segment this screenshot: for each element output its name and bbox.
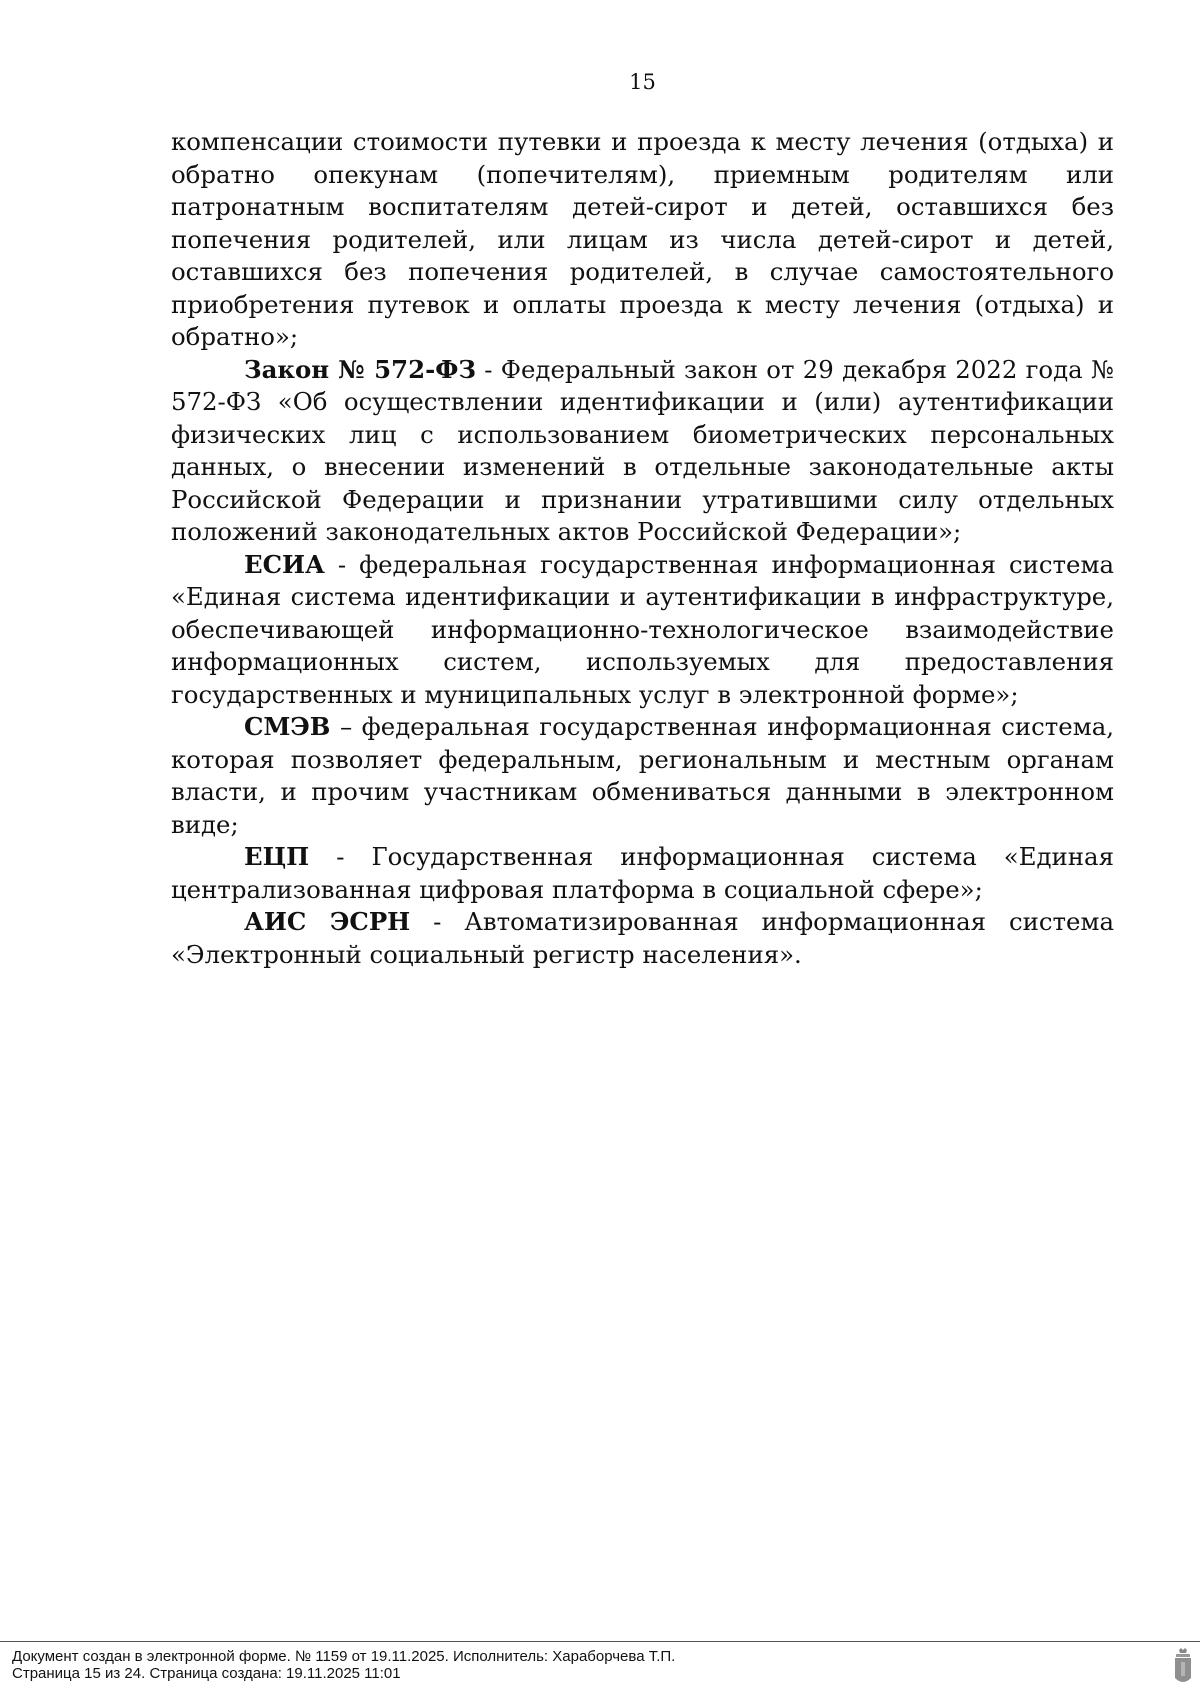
paragraph-continuation — [171, 126, 1114, 354]
footer-divider — [0, 1641, 1200, 1642]
definition-ecp — [171, 841, 1114, 906]
definition-text: - Государственная информационная система «Единая централизованная цифровая платформа в социальной сфере»; — [171, 842, 1114, 904]
definition-law-572 — [171, 354, 1114, 549]
footer — [12, 1648, 675, 1682]
definition-ais-esrn — [171, 906, 1114, 971]
definition-term: ЕЦП — [244, 842, 310, 871]
footer-page-info: Страница 15 из 24. Страница создана: 19.11.2025 11:01 — [12, 1665, 401, 1682]
definition-term: ЕСИА — [244, 549, 325, 579]
definition-text: - Автоматизированная информационная система «Электронный социальный регистр населения». — [171, 907, 1114, 969]
definition-smev — [171, 711, 1114, 841]
coat-of-arms-icon — [1173, 1648, 1193, 1686]
footer-document-info: Документ создан в электронной форме. № 1159 от 19.11.2025. Исполнитель: Хараборчева Т.П. — [12, 1648, 676, 1665]
definition-text: - Федеральный закон от 29 декабря 2022 года № 572-ФЗ «Об осуществлении идентификации и (или) аутентификации физических лиц с использованием биометрических персональных данных, о внесении изменений в отдельные законодательные акты Российской Федерации и признании утратившими силу отдельных положений законодательных актов Российской Федерации»; — [171, 354, 1114, 546]
definition-term: АИС ЭСРН — [244, 907, 411, 936]
paragraph-text: компенсации стоимости путевки и проезда к месту лечения (отдыха) и обратно опекунам (попечителям), приемным родителям или патронатным воспитателям детей-сирот и детей, оставшихся без попечения родителей, или лицам из числа детей-сирот и детей, оставшихся без попечения родителей, в случае самостоятельного приобретения путевок и оплаты проезда к месту лечения (отдыха) и обратно»; — [171, 127, 1114, 351]
document-body — [171, 126, 1114, 971]
definition-term: Закон № 572-ФЗ — [244, 354, 476, 384]
definition-text: - федеральная государственная информационная система «Единая система идентификации и аутентификации в инфраструктуре, обеспечивающей информационно-технологическое взаимодействие информационных систем, используемых для предоставления государственных и муниципальных услуг в электронной форме»; — [171, 549, 1114, 709]
page-number: 15 — [629, 70, 656, 94]
definition-esia — [171, 549, 1114, 712]
definition-term: СМЭВ — [244, 712, 331, 741]
definition-text: – федеральная государственная информационная система, которая позволяет федеральным, региональным и местным органам власти, и прочим участникам обмениваться данными в электронном виде; — [171, 712, 1114, 839]
